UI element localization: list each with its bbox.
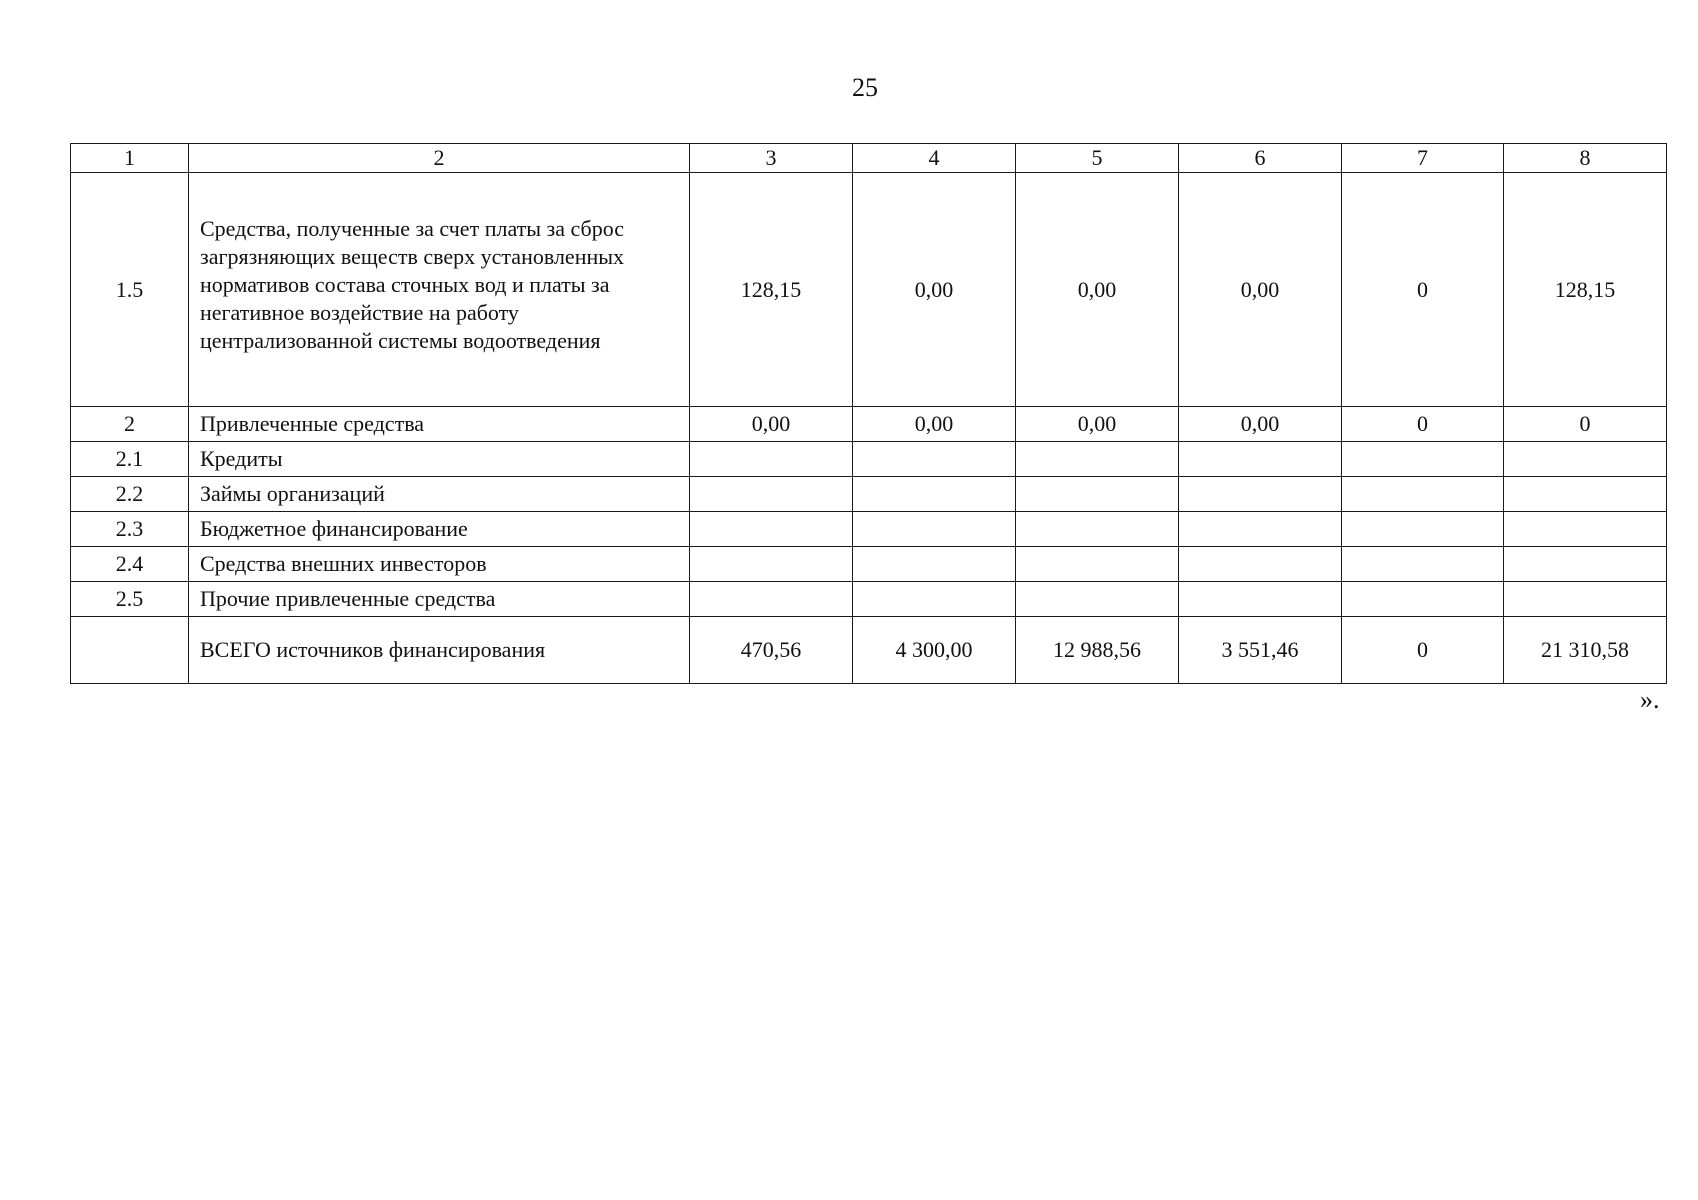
column-number-cell: 7 [1342, 144, 1504, 173]
column-number-cell: 4 [853, 144, 1016, 173]
row-number-cell: 1.5 [71, 173, 189, 407]
row-number-cell: 2.1 [71, 442, 189, 477]
row-number-cell [71, 617, 189, 684]
column-number-row [71, 144, 1667, 173]
column-number-cell: 2 [189, 144, 690, 173]
value-cell: 0,00 [1016, 173, 1179, 407]
value-cell: 0 [1504, 407, 1667, 442]
value-cell: 12 988,56 [1016, 617, 1179, 684]
row-number-cell: 2.4 [71, 547, 189, 582]
value-cell [1504, 477, 1667, 512]
value-cell [1342, 442, 1504, 477]
value-cell [1504, 582, 1667, 617]
table-row [71, 547, 1667, 582]
row-name-line: загрязняющих веществ сверх установленных [200, 243, 625, 269]
value-cell [1179, 582, 1342, 617]
value-cell [1342, 512, 1504, 547]
column-number-cell: 1 [71, 144, 189, 173]
value-cell [1016, 547, 1179, 582]
table-row [71, 442, 1667, 477]
table-row [71, 407, 1667, 442]
value-cell: 0 [1342, 617, 1504, 684]
value-cell [1179, 512, 1342, 547]
column-number-cell: 3 [690, 144, 853, 173]
total-row [71, 617, 1667, 684]
page-number: 25 [852, 73, 878, 102]
row-name-line: Средства, полученные за счет платы за сброс [200, 215, 625, 241]
value-cell: 128,15 [1504, 173, 1667, 407]
row-number-cell: 2 [71, 407, 189, 442]
value-cell [1342, 477, 1504, 512]
row-name-cell: Займы организаций [189, 477, 690, 512]
value-cell: 0,00 [853, 407, 1016, 442]
value-cell [1016, 512, 1179, 547]
value-cell [690, 477, 853, 512]
row-name-line: централизованной системы водоотведения [200, 327, 601, 353]
value-cell [1016, 442, 1179, 477]
value-cell [1504, 442, 1667, 477]
value-cell: 0,00 [1179, 173, 1342, 407]
row-name-line: негативное воздействие на работу [200, 299, 519, 325]
row-name-cell: Привлеченные средства [189, 407, 690, 442]
value-cell [690, 582, 853, 617]
table-row [71, 477, 1667, 512]
value-cell: 0,00 [690, 407, 853, 442]
row-name-cell: Средства внешних инвесторов [189, 547, 690, 582]
row-name-cell: Кредиты [189, 442, 690, 477]
financing-sources-table [70, 143, 1667, 684]
value-cell [1342, 582, 1504, 617]
value-cell: 0,00 [853, 173, 1016, 407]
value-cell: 0,00 [1016, 407, 1179, 442]
value-cell [1504, 547, 1667, 582]
value-cell [1504, 512, 1667, 547]
value-cell: 0 [1342, 173, 1504, 407]
value-cell: 4 300,00 [853, 617, 1016, 684]
row-name-line: нормативов состава сточных вод и платы за [200, 271, 610, 297]
row-number-cell: 2.5 [71, 582, 189, 617]
value-cell [690, 547, 853, 582]
value-cell [853, 547, 1016, 582]
value-cell [853, 477, 1016, 512]
value-cell: 21 310,58 [1504, 617, 1667, 684]
value-cell: 0 [1342, 407, 1504, 442]
value-cell [1016, 477, 1179, 512]
value-cell [1179, 442, 1342, 477]
value-cell [853, 582, 1016, 617]
closing-quote-mark: ». [1640, 685, 1660, 714]
value-cell [1016, 582, 1179, 617]
row-name-cell: Прочие привлеченные средства [189, 582, 690, 617]
value-cell [853, 442, 1016, 477]
value-cell: 0,00 [1179, 407, 1342, 442]
value-cell: 3 551,46 [1179, 617, 1342, 684]
row-name-cell [189, 173, 690, 407]
row-name-cell: Бюджетное финансирование [189, 512, 690, 547]
value-cell [1342, 547, 1504, 582]
value-cell [690, 442, 853, 477]
row-name-cell: ВСЕГО источников финансирования [189, 617, 690, 684]
column-number-cell: 6 [1179, 144, 1342, 173]
value-cell: 128,15 [690, 173, 853, 407]
table-row [71, 582, 1667, 617]
table-row [71, 512, 1667, 547]
column-number-cell: 5 [1016, 144, 1179, 173]
row-number-cell: 2.2 [71, 477, 189, 512]
table-row [71, 173, 1667, 407]
row-number-cell: 2.3 [71, 512, 189, 547]
value-cell [690, 512, 853, 547]
value-cell [1179, 547, 1342, 582]
value-cell: 470,56 [690, 617, 853, 684]
value-cell [1179, 477, 1342, 512]
value-cell [853, 512, 1016, 547]
column-number-cell: 8 [1504, 144, 1667, 173]
